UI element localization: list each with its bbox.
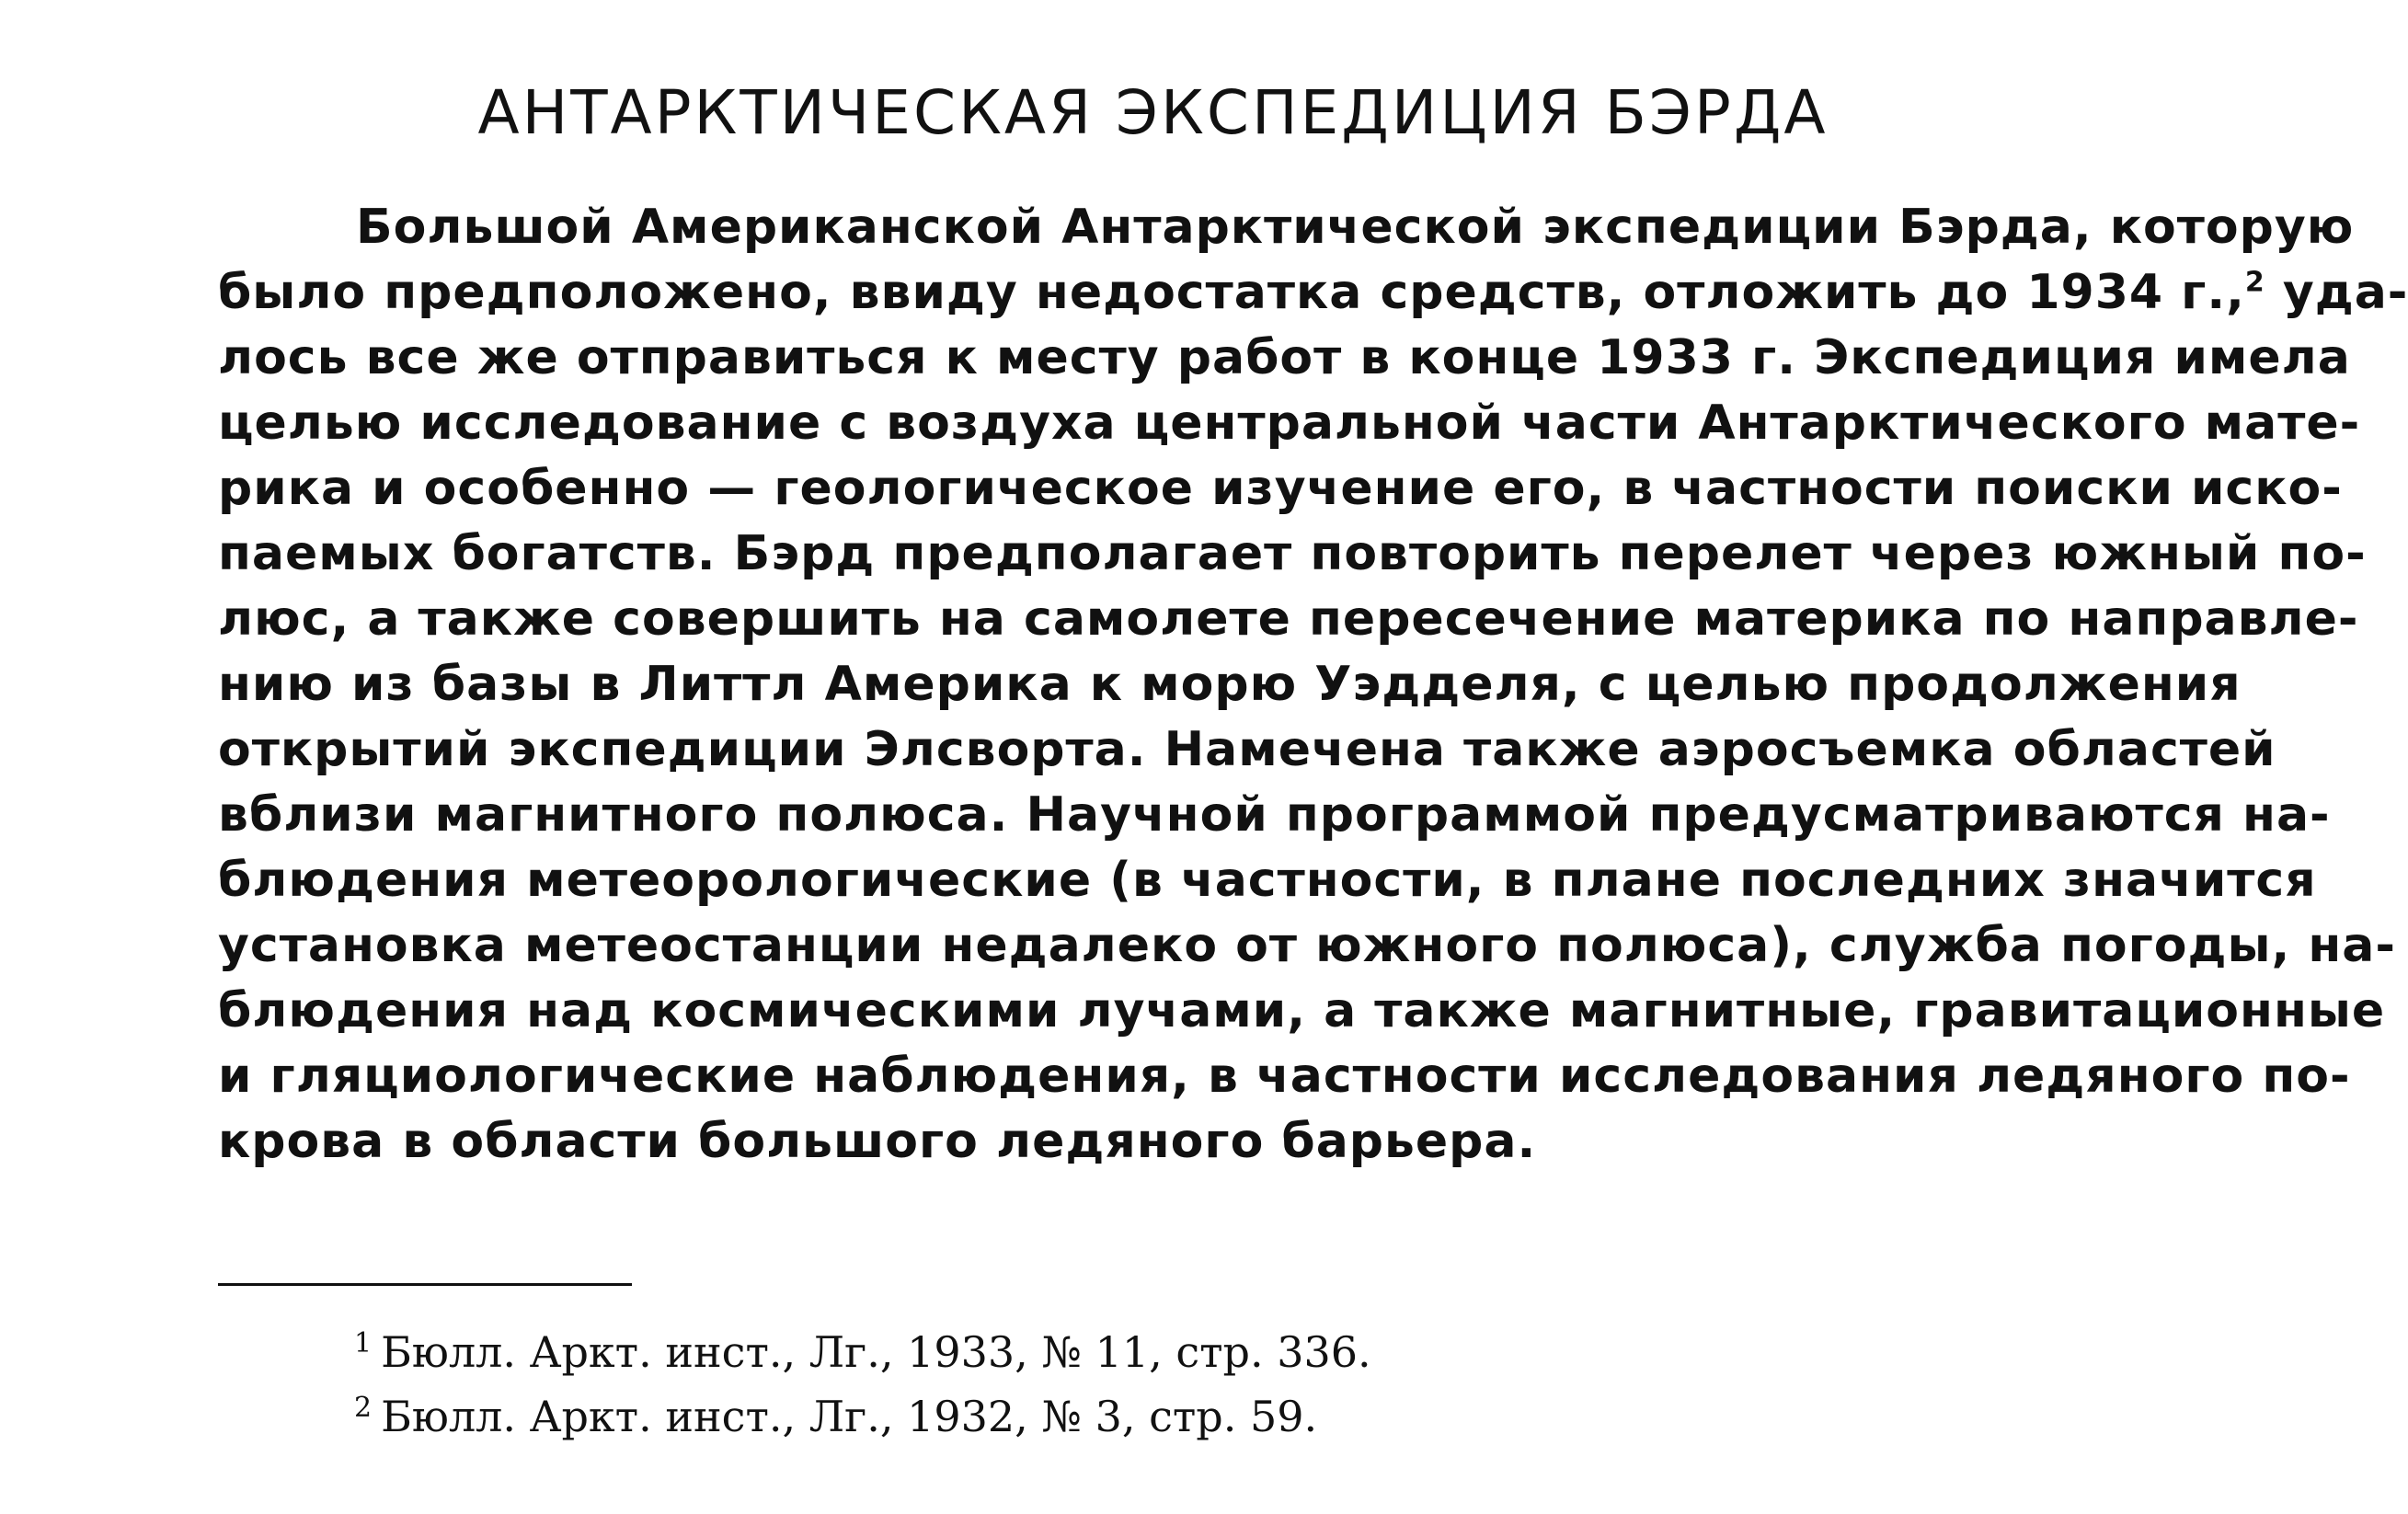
- footnote-ref-2: 2: [2244, 266, 2265, 299]
- paragraph-line: лось все же отправиться к месту работ в конце 1933 г. Экспедиция имела: [218, 330, 2351, 385]
- paragraph-line: люс, а также совершить на самолете пересечение материка по направле-: [218, 591, 2359, 647]
- paragraph-line: крова в области большого ледяного барьера.: [218, 1114, 1537, 1169]
- footnote-divider: [218, 1283, 632, 1286]
- footnote-text: Бюлл. Аркт. инст., Лг., 1932, № 3, стр. 59.: [381, 1392, 1318, 1441]
- paragraph-line: рика и особенно — геологическое изучение его, в частности поиски иско-: [218, 461, 2343, 516]
- paragraph-line: Большой Американской Антарктической экспедиции Бэрда, которую: [356, 200, 2355, 255]
- footnote-2: [354, 1384, 1371, 1449]
- footnotes: [354, 1320, 1371, 1449]
- paragraph-line-tail: уда-: [2265, 265, 2408, 320]
- footnote-number: 1: [354, 1326, 373, 1359]
- paragraph-line: паемых богатств. Бэрд предполагает повторить перелет через южный по-: [218, 526, 2367, 581]
- paragraph-line: установка метеостанции недалеко от южного полюса), служба погоды, на-: [218, 918, 2396, 973]
- paragraph-line: вблизи магнитного полюса. Научной программой предусматриваются на-: [218, 787, 2331, 843]
- paragraph-line: целью исследование с воздуха центральной части Антарктического мате-: [218, 396, 2361, 451]
- paragraph-line: нию из базы в Литтл Америка к морю Уэдделя, с целью продолжения: [218, 657, 2242, 712]
- main-paragraph: [218, 195, 2408, 1175]
- paragraph-line: блюдения над космическими лучами, а также магнитные, гравитационные: [218, 983, 2386, 1038]
- paragraph-line: [218, 260, 2408, 326]
- footnote-1: [354, 1320, 1371, 1384]
- page-title: АНТАРКТИЧЕСКАЯ ЭКСПЕДИЦИЯ БЭРДА: [477, 77, 1829, 148]
- paragraph-line-text: было предположено, ввиду недостатка средств, отложить до 1934 г.,: [218, 265, 2245, 320]
- paragraph-line: и гляциологические наблюдения, в частности исследования ледяного по-: [218, 1049, 2351, 1104]
- paragraph-line: блюдения метеорологические (в частности, в плане последних значится: [218, 853, 2317, 908]
- footnote-text: Бюлл. Аркт. инст., Лг., 1933, № 11, стр. 336.: [381, 1327, 1371, 1377]
- footnote-number: 2: [354, 1391, 373, 1424]
- paragraph-line: открытий экспедиции Элсворта. Намечена также аэросъемка областей: [218, 722, 2276, 777]
